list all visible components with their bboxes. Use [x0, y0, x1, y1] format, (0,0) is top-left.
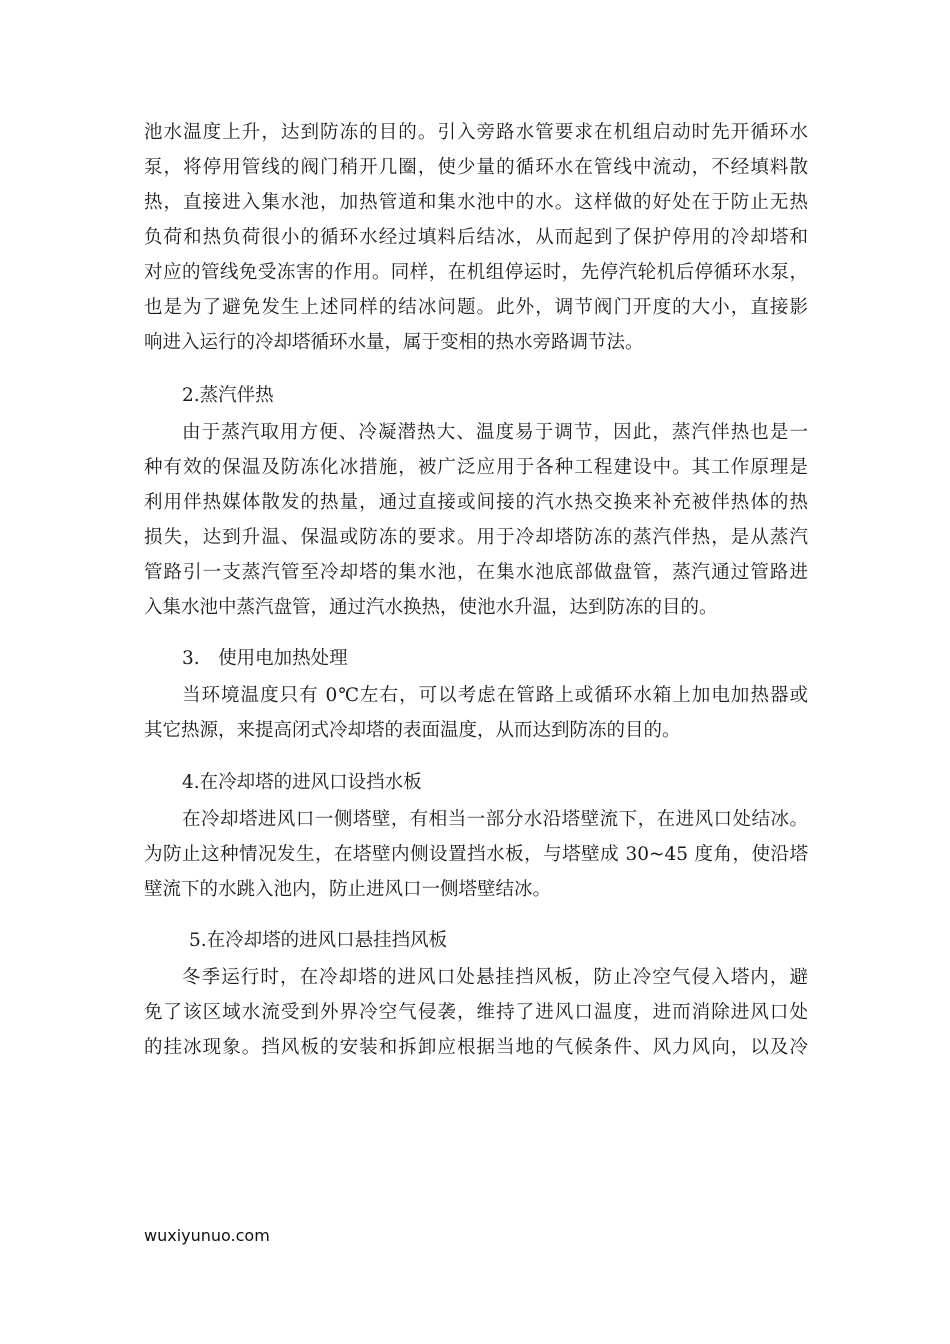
body-line-3: 热，直接进入集水池，加热管道和集水池中的水。这样做的好处在于防止无热 — [144, 192, 808, 213]
body-line-19: 在冷却塔进风口一侧塔壁，有相当一部分水沿塔壁流下，在进风口处结冰。 — [182, 809, 808, 830]
body-line-12: 损失，达到升温、保温或防冻的要求。用于冷却塔防冻的蒸汽伴热，是从蒸汽 — [144, 527, 808, 548]
body-line-24: 免了该区域水流受到外界冷空气侵袭，维持了进风口温度，进而消除进风口处 — [144, 1002, 808, 1023]
section-heading-5: 5.在冷却塔的进风口悬挂挡风板 — [189, 930, 448, 951]
body-line-9: 由于蒸汽取用方便、冷凝潜热大、温度易于调节，因此，蒸汽伴热也是一 — [182, 422, 808, 443]
body-line-4: 负荷和热负荷很小的循环水经过填料后结冰，从而起到了保护停用的冷却塔和 — [144, 227, 808, 248]
body-line-7: 响进入运行的冷却塔循环水量，属于变相的热水旁路调节法。 — [144, 332, 644, 353]
body-line-2: 泵，将停用管线的阀门稍开几圈，使少量的循环水在管线中流动，不经填料散 — [144, 157, 808, 178]
section-heading-2: 2.蒸汽伴热 — [182, 385, 274, 406]
body-line-13: 管路引一支蒸汽管至冷却塔的集水池，在集水池底部做盘管，蒸汽通过管路进 — [144, 562, 808, 583]
section-heading-3: 3. 使用电加热处理 — [182, 648, 348, 669]
section-heading-4: 4.在冷却塔的进风口设挡水板 — [182, 772, 422, 793]
body-line-23: 冬季运行时，在冷却塔的进风口处悬挂挡风板，防止冷空气侵入塔内，避 — [182, 967, 808, 988]
body-line-17: 其它热源，来提高闭式冷却塔的表面温度，从而达到防冻的目的。 — [144, 720, 681, 741]
body-line-10: 种有效的保温及防冻化冰措施，被广泛应用于各种工程建设中。其工作原理是 — [144, 457, 808, 478]
body-line-20: 为防止这种情况发生，在塔壁内侧设置挡水板，与塔壁成 30~45 度角，使沿塔 — [144, 844, 808, 865]
footer-site-url: wuxiyunuo.com — [144, 1226, 270, 1245]
body-line-21: 壁流下的水跳入池内，防止进风口一侧塔壁结冰。 — [144, 879, 552, 900]
body-line-14: 入集水池中蒸汽盘管，通过汽水换热，使池水升温，达到防冻的目的。 — [144, 597, 718, 618]
body-line-25: 的挂冰现象。挡风板的安装和拆卸应根据当地的气候条件、风力风向，以及冷 — [144, 1037, 808, 1058]
body-line-11: 利用伴热媒体散发的热量，通过直接或间接的汽水热交换来补充被伴热体的热 — [144, 492, 808, 513]
body-line-5: 对应的管线免受冻害的作用。同样，在机组停运时，先停汽轮机后停循环水泵， — [144, 262, 808, 283]
body-line-16: 当环境温度只有 0℃左右，可以考虑在管路上或循环水箱上加电加热器或 — [182, 685, 808, 706]
body-line-6: 也是为了避免发生上述同样的结冰问题。此外，调节阀门开度的大小，直接影 — [144, 297, 808, 318]
body-line-1: 池水温度上升，达到防冻的目的。引入旁路水管要求在机组启动时先开循环水 — [144, 122, 808, 143]
